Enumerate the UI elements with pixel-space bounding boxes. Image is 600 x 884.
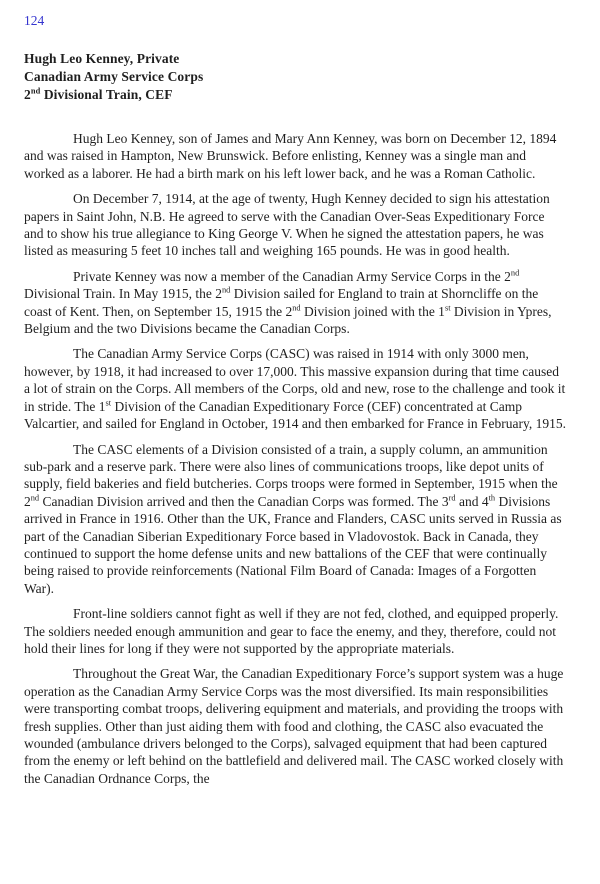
page-number: 124 xyxy=(24,13,45,28)
paragraph: Hugh Leo Kenney, son of James and Mary Ann Kenney, was born on December 12, 1894 and was raised in Hampton, New Brunswick. Before enlisting, Kenney was a single man and worked as a laborer. He had a birth mark on his left lower back, and he was a Roman Catholic. xyxy=(24,131,557,181)
paragraph: Front-line soldiers cannot fight as well if they are not fed, clothed, and equipped properly. The soldiers needed enough ammunition and gear to face the enemy, and they, therefore, could not hold their lines for long if they were not supported by the appropriate materials. xyxy=(24,606,559,656)
heading-line: Hugh Leo Kenney, Private xyxy=(24,51,180,66)
document-body xyxy=(24,130,566,787)
paragraph: The Canadian Army Service Corps (CASC) was raised in 1914 with only 3000 men, however, by 1918, it had increased to over 17,000. This massive expansion during that time caused a lot of strain on the Corps. All members of the Corps, old and new, rose to the challenge and took it in stride. The 1st Division of the Canadian Expeditionary Force (CEF) concentrated at Camp Valcartier, and sailed for England in October, 1914 and then embarked for France in February, 1915. xyxy=(24,346,566,432)
heading-line: 2nd Divisional Train, CEF xyxy=(24,86,173,102)
ordinal-superscript: st xyxy=(105,398,112,408)
ordinal-superscript: st xyxy=(444,303,451,313)
ordinal-superscript: nd xyxy=(292,303,301,313)
ordinal-superscript: nd xyxy=(30,493,40,503)
paragraph: Private Kenney was now a member of the Canadian Army Service Corps in the 2nd Divisional Train. In May 1915, the 2nd Division sailed for England to train at Shorncliffe on the coast of Kent. Then, on September 15, 1915 the 2nd Division joined with the 1st Division in Ypres, Belgium and the two Divisions became the Canadian Corps. xyxy=(24,268,552,337)
ordinal-superscript: nd xyxy=(510,268,520,278)
ordinal-superscript: nd xyxy=(222,285,231,295)
ordinal-superscript: th xyxy=(488,493,496,503)
document-heading xyxy=(24,50,574,104)
paragraph: On December 7, 1914, at the age of twenty, Hugh Kenney decided to sign his attestation papers in Saint John, N.B. He agreed to serve with the Canadian Over-Seas Expeditionary Force and to show his true allegiance to King George V. When he signed the attestation papers, he was listed as measuring 5 feet 10 inches tall and weighing 165 pounds. He was in good health. xyxy=(24,191,550,259)
heading-line: Canadian Army Service Corps xyxy=(24,69,204,84)
paragraph: The CASC elements of a Division consisted of a train, a supply column, an ammunition sub-park and a reserve park. There were also lines of communications troops, like depot units of supply, field bakeries and field butcheries. Corps troops were formed in September, 1915 when the 2nd Canadian Division arrived and then the Canadian Corps was formed. The 3rd and 4th Divisions arrived in France in 1916. Other than the UK, France and Flanders, CASC units served in Russia as part of the Canadian Siberian Expeditionary Force based in Vladovostok. Back in Canada, they continued to support the home defense units and new battalions of the CEF that were continually being raised to provide reinforcements (National Film Board of Canada: Images of a Forgotten War). xyxy=(24,441,562,596)
paragraph: Throughout the Great War, the Canadian Expeditionary Force’s support system was a huge operation as the Canadian Army Service Corps was the most diversified. Its main responsibilities were transporting combat troops, delivering equipment and materials, and providing the troops with fresh supplies. Other than just aiding them with food and clothing, the CASC also evacuated the wounded (ambulance drivers belonged to the Corps), salvaged equipment that had been captured from the enemy or left behind on the battlefield and delivered mail. The CASC worked closely with the Canadian Ordnance Corps, the xyxy=(24,666,564,786)
ordinal-superscript: nd xyxy=(30,86,41,96)
ordinal-superscript: rd xyxy=(448,493,456,503)
